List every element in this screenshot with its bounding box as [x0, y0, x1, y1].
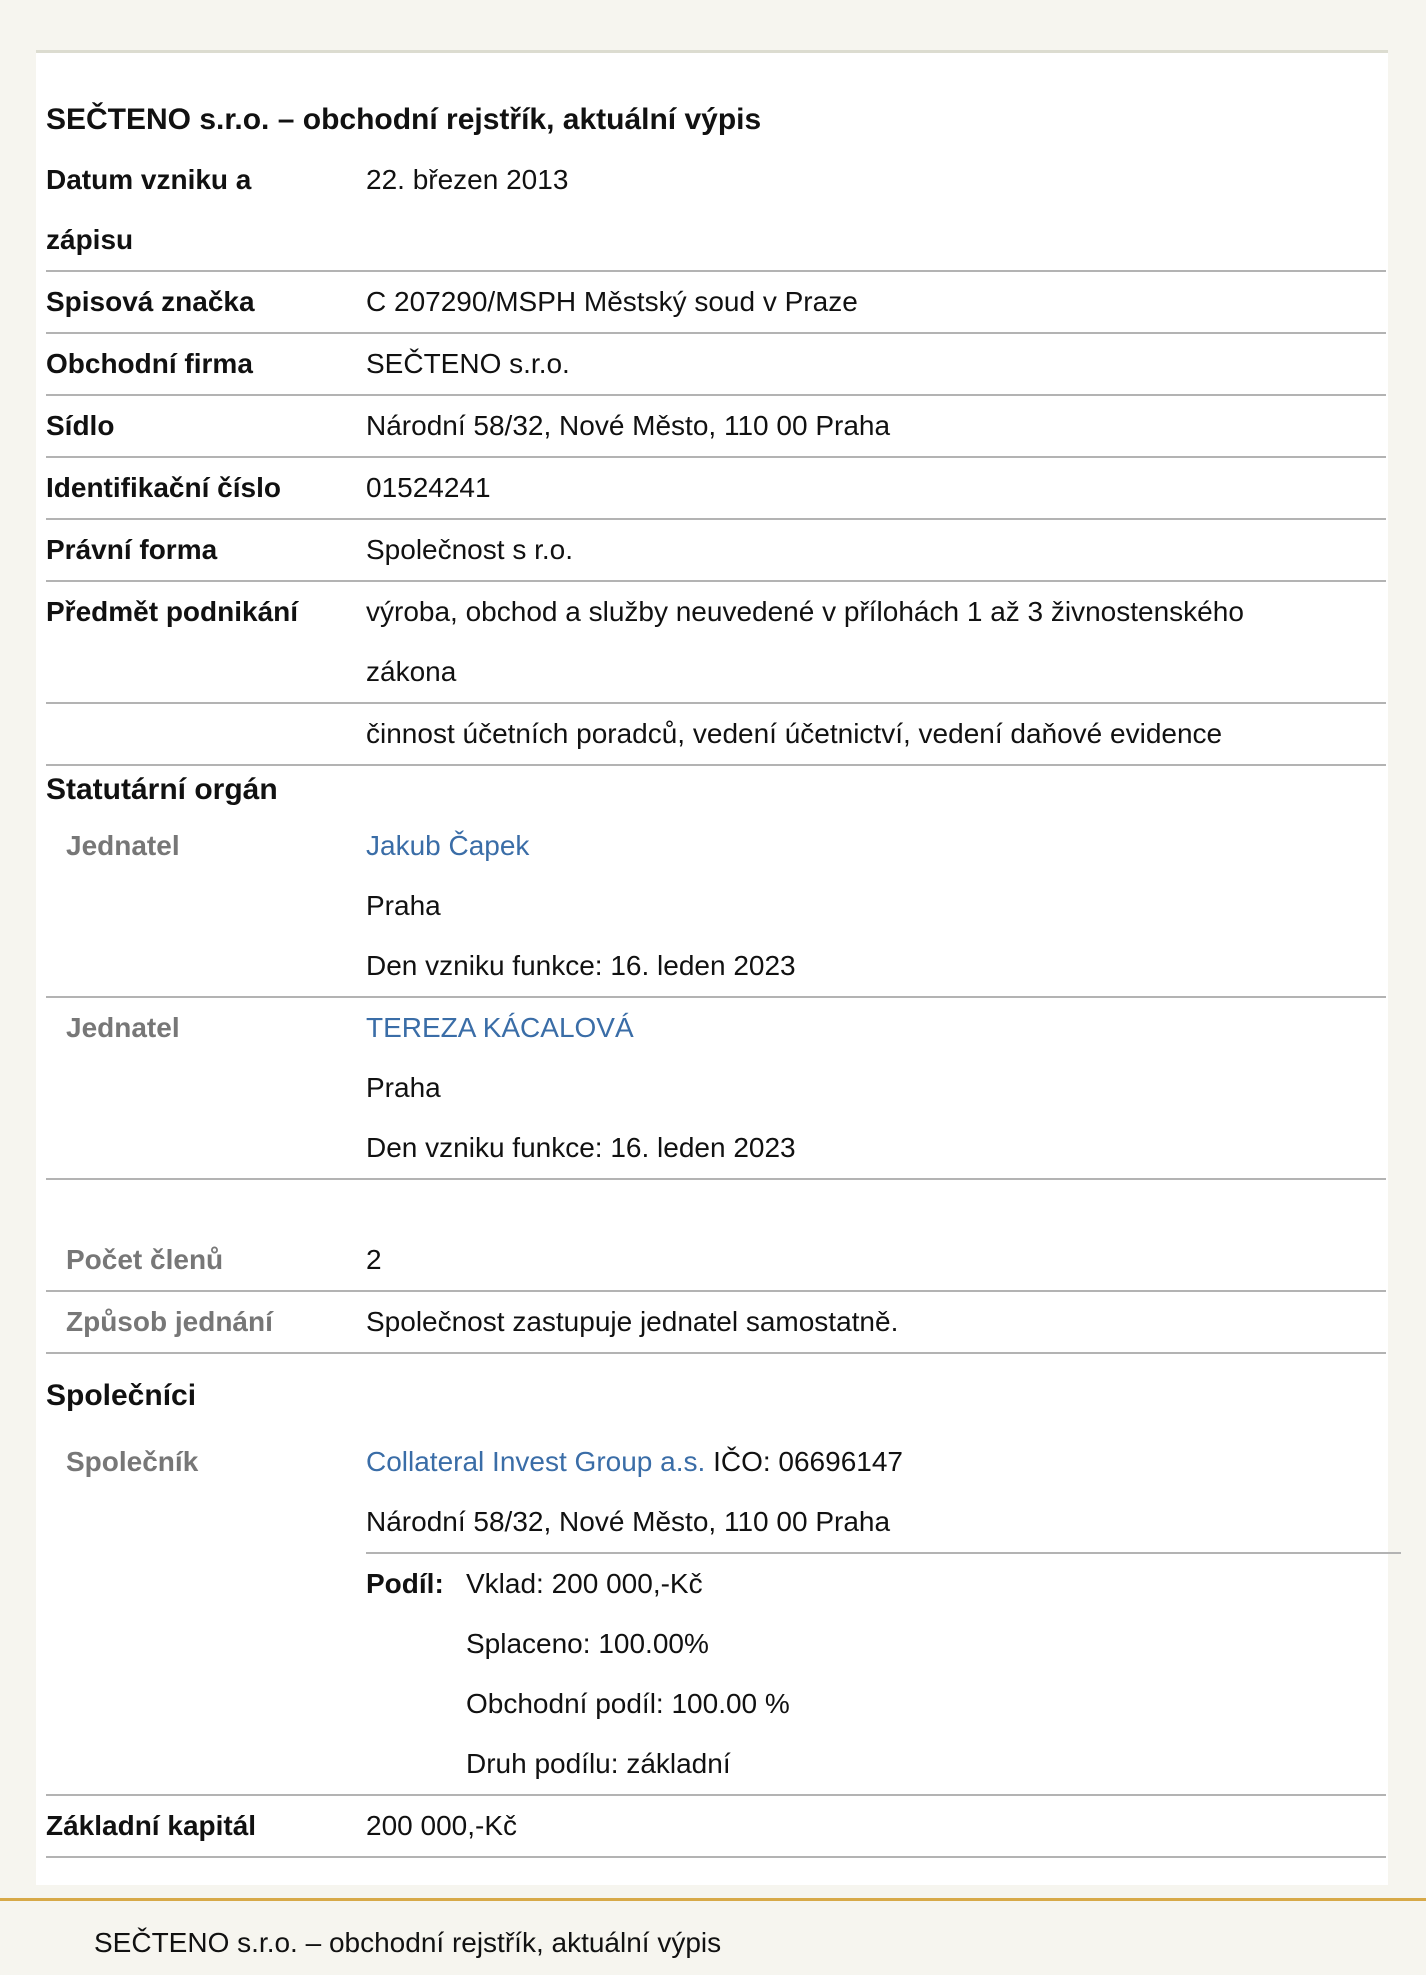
- statutarni-organ-table: [46, 816, 1386, 1180]
- row-ico: [46, 458, 1386, 520]
- podil-druh: Druh podílu: základní: [466, 1748, 731, 1779]
- row-jednatel-2: [46, 998, 1386, 1180]
- value-jednatel-1: [366, 816, 1386, 996]
- row-predmet-podnikani: [46, 582, 1386, 704]
- label-jednatel-2: Jednatel: [66, 1012, 180, 1043]
- row-pocet-clenu: [46, 1230, 1386, 1292]
- jednatel-2-name-link[interactable]: TEREZA KÁCALOVÁ: [366, 1012, 634, 1043]
- value-obchodni-firma: SEČTENO s.r.o.: [366, 348, 570, 379]
- row-spisova-znacka: [46, 272, 1386, 334]
- podil-vklad: Vklad: 200 000,-Kč: [466, 1568, 703, 1599]
- label-jednatel-1: Jednatel: [66, 830, 180, 861]
- section-spolecnici: Společníci: [46, 1379, 197, 1412]
- value-datum-vzniku: 22. březen 2013: [366, 164, 569, 195]
- podil-label: Podíl:: [366, 1568, 444, 1599]
- label-spisova-znacka: Spisová značka: [46, 286, 255, 317]
- spolecnik-name-link[interactable]: Collateral Invest Group a.s.: [366, 1446, 706, 1477]
- value-jednatel-2: [366, 998, 1386, 1178]
- spolecnik-ico: IČO: 06696147: [713, 1446, 903, 1477]
- spolecnici-table: [46, 1432, 1386, 1858]
- value-spisova-znacka: C 207290/MSPH Městský soud v Praze: [366, 286, 858, 317]
- footer-text: SEČTENO s.r.o. – obchodní rejstřík, aktuální výpis: [94, 1927, 722, 1958]
- jednatel-2-since: Den vzniku funkce: 16. leden 2023: [366, 1132, 796, 1163]
- value-sidlo: Národní 58/32, Nové Město, 110 00 Praha: [366, 410, 891, 441]
- jednatel-1-name-link[interactable]: Jakub Čapek: [366, 830, 530, 861]
- basic-info-table: [46, 150, 1386, 766]
- value-zakladni-kapital: 200 000,-Kč: [366, 1810, 517, 1841]
- value-pravni-forma: Společnost s r.o.: [366, 534, 574, 565]
- label-obchodni-firma: Obchodní firma: [46, 348, 253, 379]
- label-zakladni-kapital: Základní kapitál: [46, 1810, 257, 1841]
- value-predmet-1: výroba, obchod a služby neuvedené v přílohách 1 až 3 živnostenského zákona: [366, 596, 1244, 687]
- podil-splaceno: Splaceno: 100.00%: [466, 1628, 709, 1659]
- label-ico: Identifikační číslo: [46, 472, 281, 503]
- row-sidlo: [46, 396, 1386, 458]
- jednatel-2-city: Praha: [366, 1072, 441, 1103]
- row-zpusob-jednani: [46, 1292, 1386, 1354]
- row-spolecnik: [46, 1432, 1386, 1796]
- jednatel-1-city: Praha: [366, 890, 441, 921]
- label-zpusob-jednani: Způsob jednání: [66, 1306, 273, 1337]
- spolecnik-address: Národní 58/32, Nové Město, 110 00 Praha: [366, 1506, 891, 1537]
- row-zakladni-kapital: [46, 1796, 1386, 1858]
- value-pocet-clenu: 2: [366, 1244, 382, 1275]
- document-title: SEČTENO s.r.o. – obchodní rejstřík, aktuální výpis: [46, 103, 762, 136]
- label-sidlo: Sídlo: [46, 410, 115, 441]
- podil-values: [466, 1554, 790, 1794]
- value-ico: 01524241: [366, 472, 491, 503]
- row-predmet-podnikani-2: [46, 704, 1386, 766]
- row-datum-vzniku: [46, 150, 1386, 272]
- value-predmet-2: činnost účetních poradců, vedení účetnictví, vedení daňové evidence: [366, 718, 1223, 749]
- label-pravni-forma: Právní forma: [46, 534, 218, 565]
- podil-obchodni: Obchodní podíl: 100.00 %: [466, 1688, 790, 1719]
- label-datum-vzniku: Datum vzniku a zápisu: [46, 164, 252, 255]
- section-statutarni-organ: Statutární orgán: [46, 773, 278, 806]
- label-pocet-clenu: Počet členů: [66, 1244, 224, 1275]
- label-predmet-podnikani: Předmět podnikání: [46, 596, 299, 627]
- row-pravni-forma: [46, 520, 1386, 582]
- jednatel-1-since: Den vzniku funkce: 16. leden 2023: [366, 950, 796, 981]
- footer: [0, 1898, 1426, 1975]
- podil-block: [366, 1552, 1401, 1794]
- statutarni-organ-extra: [46, 1230, 1386, 1354]
- value-zpusob-jednani: Společnost zastupuje jednatel samostatně.: [366, 1306, 899, 1337]
- label-spolecnik: Společník: [66, 1446, 199, 1477]
- row-obchodni-firma: [46, 334, 1386, 396]
- value-spolecnik: [366, 1432, 1386, 1552]
- row-jednatel-1: [46, 816, 1386, 998]
